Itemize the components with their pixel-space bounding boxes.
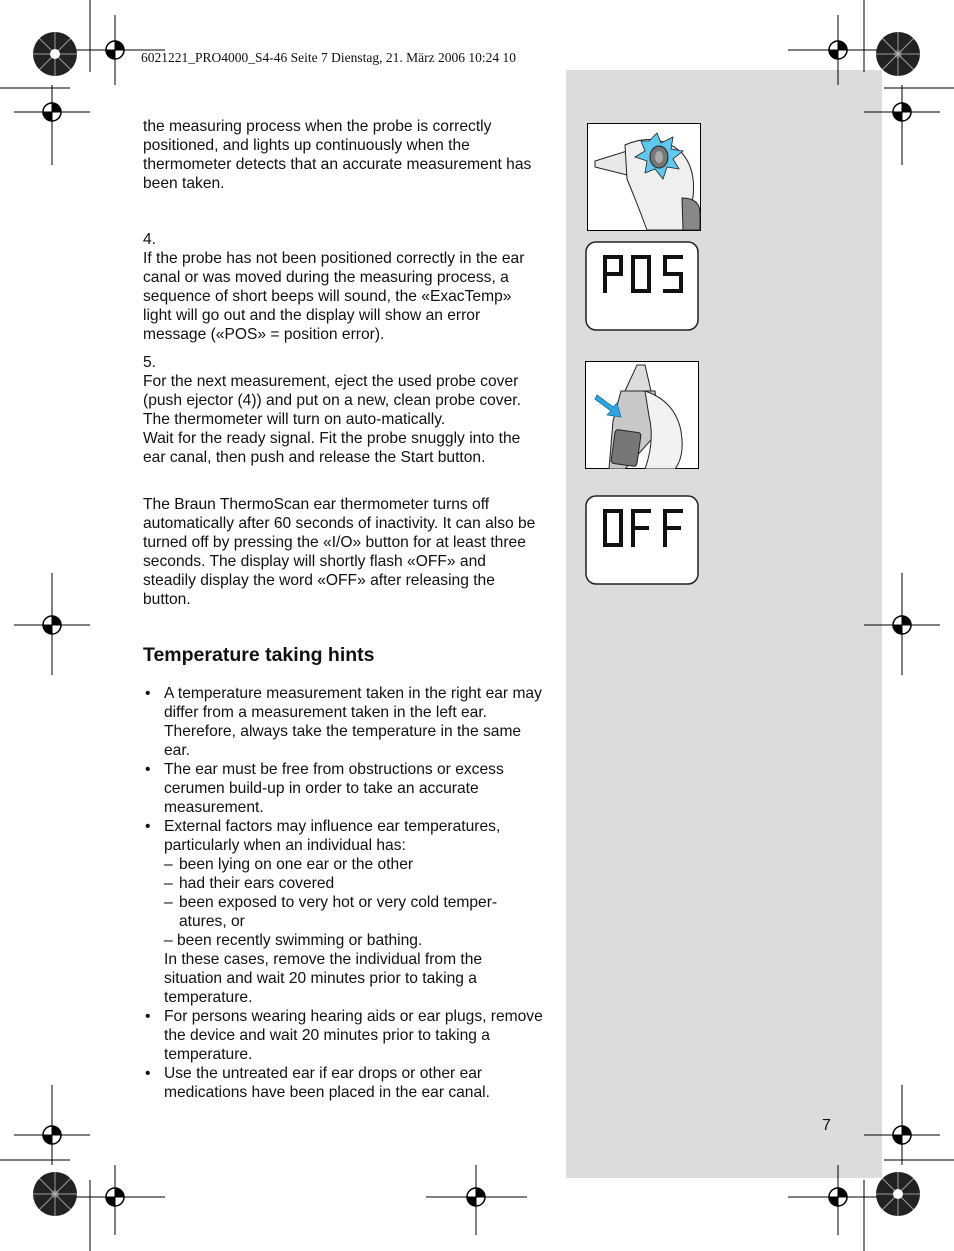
sub-item [164, 874, 543, 893]
sub-item-text: been exposed to very hot or very cold temper-atures, or [179, 894, 498, 930]
step-5-number: 5. [143, 354, 157, 371]
sub-item-text: – been recently swimming or bathing. [164, 932, 423, 949]
list-item-text: For persons wearing hearing aids or ear plugs, remove the device and wait 20 minutes prior to taking a temperature. [164, 1008, 543, 1063]
step-5-text-1: For the next measurement, eject the used probe cover (push ejector (4)) and put on a new, clean probe cover. The thermometer will turn on auto-matically. [143, 373, 521, 428]
page-number: 7 [822, 1117, 831, 1134]
list-item-text: A temperature measurement taken in the right ear may differ from a measurement taken in the left ear. Therefore, always take the temperature in the same ear. [164, 685, 542, 759]
list-item [143, 760, 543, 817]
hints-heading: Temperature taking hints [143, 644, 375, 666]
sub-item [164, 855, 543, 874]
dash: – [164, 856, 173, 873]
sub-item-text: had their ears covered [179, 875, 335, 892]
thermometer-light-illustration [587, 123, 701, 231]
bullet: • [145, 818, 151, 835]
step-4 [143, 230, 543, 344]
list-item [143, 684, 543, 760]
list-item-text: Use the untreated ear if ear drops or other ear medications have been placed in the ear canal. [164, 1065, 490, 1101]
pos-display-illustration [585, 241, 699, 331]
intro-text: the measuring process when the probe is correctly positioned, and lights up continuously when the thermometer detects that an accurate measurement has been taken. [143, 118, 532, 192]
hints-list [143, 684, 543, 1102]
list-item [143, 1064, 543, 1102]
bullet: • [145, 1065, 151, 1082]
bullet: • [145, 761, 151, 778]
auto-off-text: The Braun ThermoScan ear thermometer turns off automatically after 60 seconds of inactivity. It can also be turned off by pressing the «I/O» button for at least three seconds. The display will shortly flash «OFF» and steadily display the word «OFF» after releasing the button. [143, 496, 536, 608]
eject-probe-cover-illustration [585, 361, 699, 469]
list-item [143, 1007, 543, 1064]
step-5-text-2: Wait for the ready signal. Fit the probe snuggly into the ear canal, then push and release the Start button. [143, 430, 521, 466]
dash: – [164, 875, 173, 892]
bullet: • [145, 685, 151, 702]
step-5 [143, 353, 543, 467]
print-header: 6021221_PRO4000_S4-46 Seite 7 Dienstag, 21. März 2006 10:24 10 [141, 50, 516, 65]
auto-off-paragraph [143, 495, 543, 609]
step-4-number: 4. [143, 231, 157, 248]
list-item-text: The ear must be free from obstructions or excess cerumen build-up in order to take an accurate measurement. [164, 761, 504, 816]
intro-paragraph [143, 117, 543, 193]
off-display-illustration [585, 495, 699, 585]
sub-item [164, 893, 543, 931]
list-item [143, 817, 543, 1007]
step-4-text: If the probe has not been positioned correctly in the ear canal or was moved during the measuring process, a sequence of short beeps will sound, the «ExacTemp» light will go out and the display will show an error message («POS» = position error). [143, 250, 525, 343]
list-item-tail: In these cases, remove the individual from the situation and wait 20 minutes prior to taking a temperature. [164, 951, 483, 1006]
bullet: • [145, 1008, 151, 1025]
sub-item-text: been lying on one ear or the other [179, 856, 414, 873]
list-item-text: External factors may influence ear temperatures, particularly when an individual has: [164, 818, 501, 854]
dash: – [164, 894, 173, 911]
